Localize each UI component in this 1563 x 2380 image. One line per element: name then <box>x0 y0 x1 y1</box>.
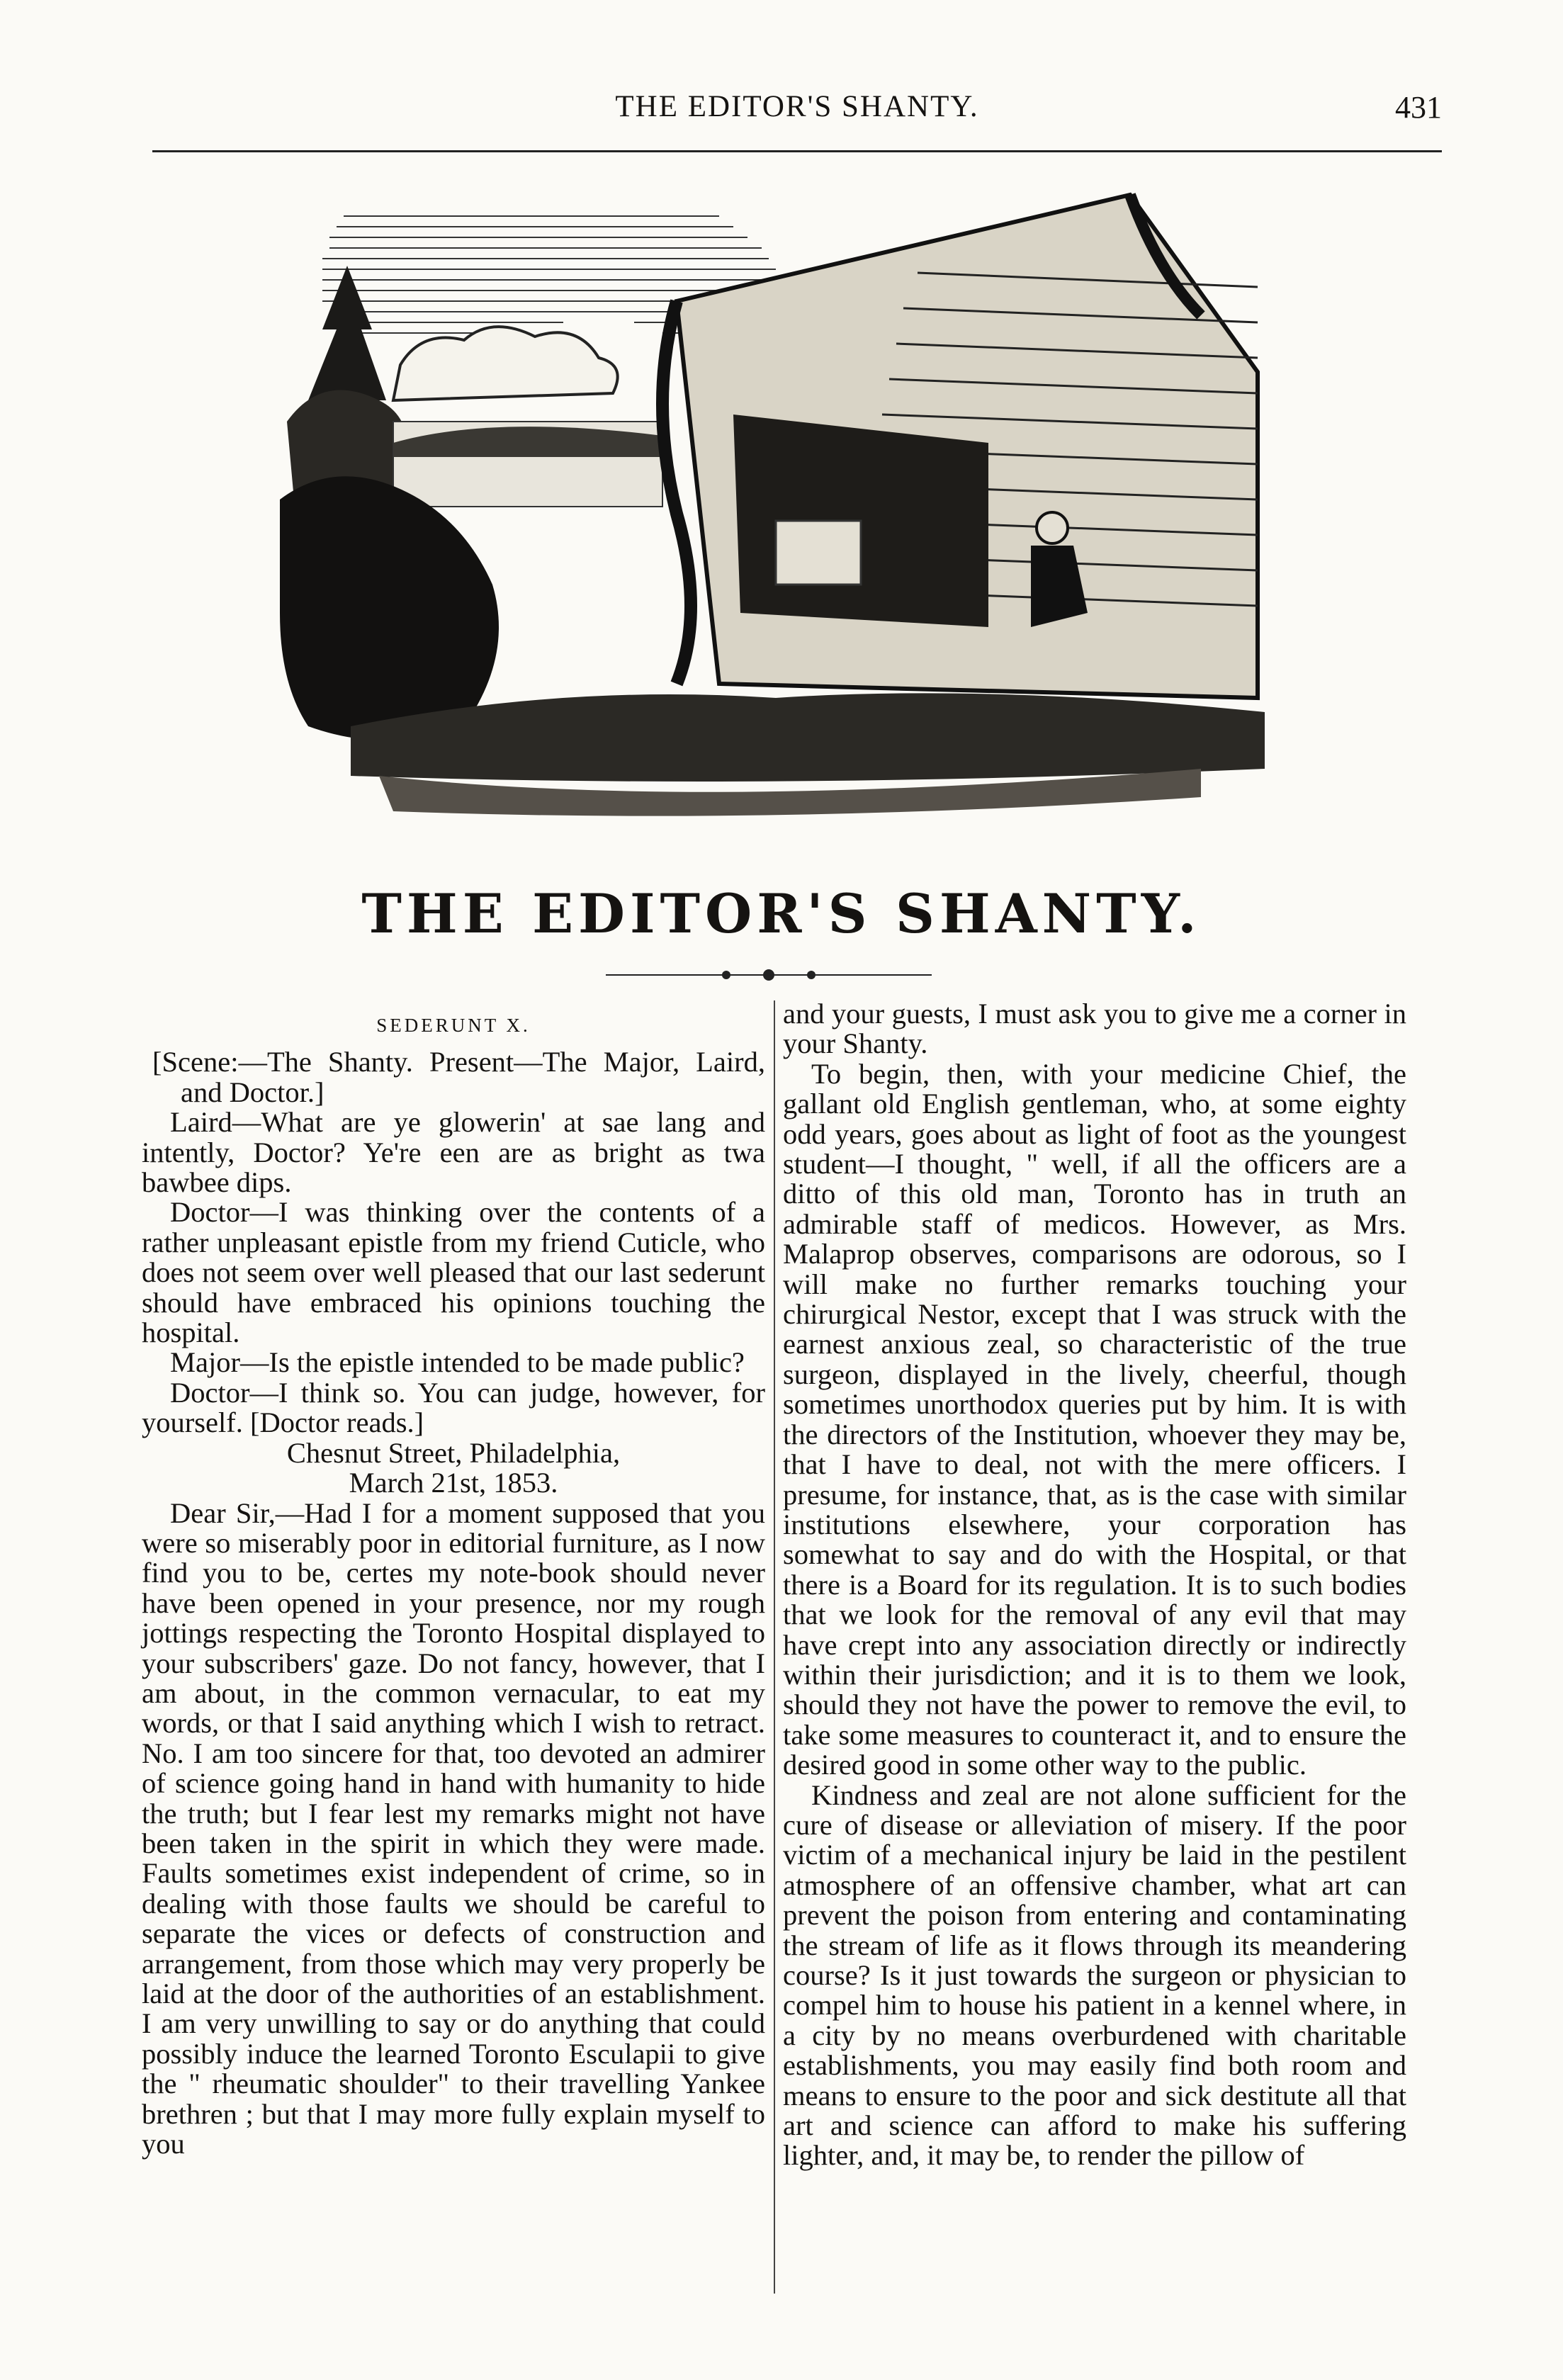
letter-date: March 21st, 1853. <box>349 1467 558 1499</box>
right-column <box>783 999 1406 2171</box>
paragraph: To begin, then, with your medicine Chief, the gallant old English gentleman, who, at some eighty odd years, goes about as light of foot as the youngest student—I thought, " well, if all the officers are a ditto of this old man, Toronto has in truth an admirable staff of medicos. However, as Mrs. Malaprop observes, comparisons are odorous, so I will make no further remarks touching your chirurgical Nestor, except that I was struck with the earnest anxious zeal, so characteristic of the true surgeon, displayed in the lively, cheerful, though sometimes unorthodox queries put by him. It is with the directors of the Institution, whoever they may be, that I have to deal, not with the mere officers. I presume, for instance, that, as is the case with similar institutions elsewhere, your corporation has somewhat to say and do with the Hospital, or that there is a Board for its regulation. It is to such bodies that we look for the removal of any evil that may have crept into any association directly or indirectly within their jurisdiction; and it is to them we look, should they not have the power to remove the evil, to take some measures to counteract it, and to ensure the desired good in some other way to the public. <box>783 1057 1406 1781</box>
paragraph: Laird—What are ye glowerin' at sae lang and intently, Doctor? Ye're een are as bright as twa bawbee dips. <box>142 1106 765 1199</box>
article-title: THE EDITOR'S SHANTY. <box>361 882 1202 945</box>
paragraph: Kindness and zeal are not alone sufficient for the cure of disease or alleviation of misery. If the poor victim of a mechanical injury be laid in the pestilent atmosphere of an offensive chamber, what art can prevent the poison from entering and contaminating the stream of life as it flows through its meandering course? Is it just towards the surgeon or physician to compel him to house his patient in a kennel where, in a city by no means overburdened with charitable establishments, you may easily find both room and means to ensure to the poor and sick destitute all that art and science can afford to make his suffering lighter, and, it may be, to render the pillow of <box>783 1778 1406 2172</box>
running-title: THE EDITOR'S SHANTY. <box>615 90 979 123</box>
letter-address: Chesnut Street, Philadelphia, <box>286 1436 621 1469</box>
sederunt-heading: SEDERUNT X. <box>376 1015 531 1036</box>
page-header <box>152 84 1442 128</box>
shanty-engraving-icon <box>280 188 1265 864</box>
ornament-divider-icon <box>606 966 932 983</box>
column-divider <box>774 1000 775 2294</box>
paragraph: Doctor—I was thinking over the contents of a rather unpleasant epistle from my friend Cuticle, who does not seem over well pleased that our last sederunt should have embraced his opinions touching the hospital. <box>142 1196 765 1349</box>
paragraph: Major—Is the epistle intended to be made public? <box>170 1346 745 1379</box>
page-number: 431 <box>1395 90 1442 125</box>
paragraph: and your guests, I must ask you to give me a corner in your Shanty. <box>783 998 1406 1060</box>
header-rule <box>152 150 1442 152</box>
scene-direction: [Scene:—The Shanty. Present—The Major, Laird, and Doctor.] <box>152 1046 765 1108</box>
letter-body: Dear Sir,—Had I for a moment supposed that you were so miserably poor in editorial furniture, as I now find you to be, certes my note-book should never have been opened in your presence, nor my rough jottings respecting the Toronto Hospital displayed to your subscribers' gaze. Do not fancy, however, that I am about, in the common vernacular, to eat my words, or that I said anything which I wish to retract. No. I am too sincere for that, too devoted an admirer of science going hand in hand with humanity to hide the truth; but I fear lest my remarks might not have been taken in the spirit in which they were made. Faults sometimes exist independent of crime, so in dealing with those faults we should be careful to separate the vices or defects of construction and arrangement, from those which may very properly be laid at the door of the authorities of an establishment. I am very unwilling to say or do anything that could possibly induce the learned Toronto Esculapii to give the " rheumatic shoulder" to their travelling Yankee brethren ; but that I may more fully explain myself to you <box>142 1496 765 2160</box>
paragraph: Doctor—I think so. You can judge, however, for yourself. [Doctor reads.] <box>142 1376 765 1439</box>
left-column <box>142 999 765 2159</box>
